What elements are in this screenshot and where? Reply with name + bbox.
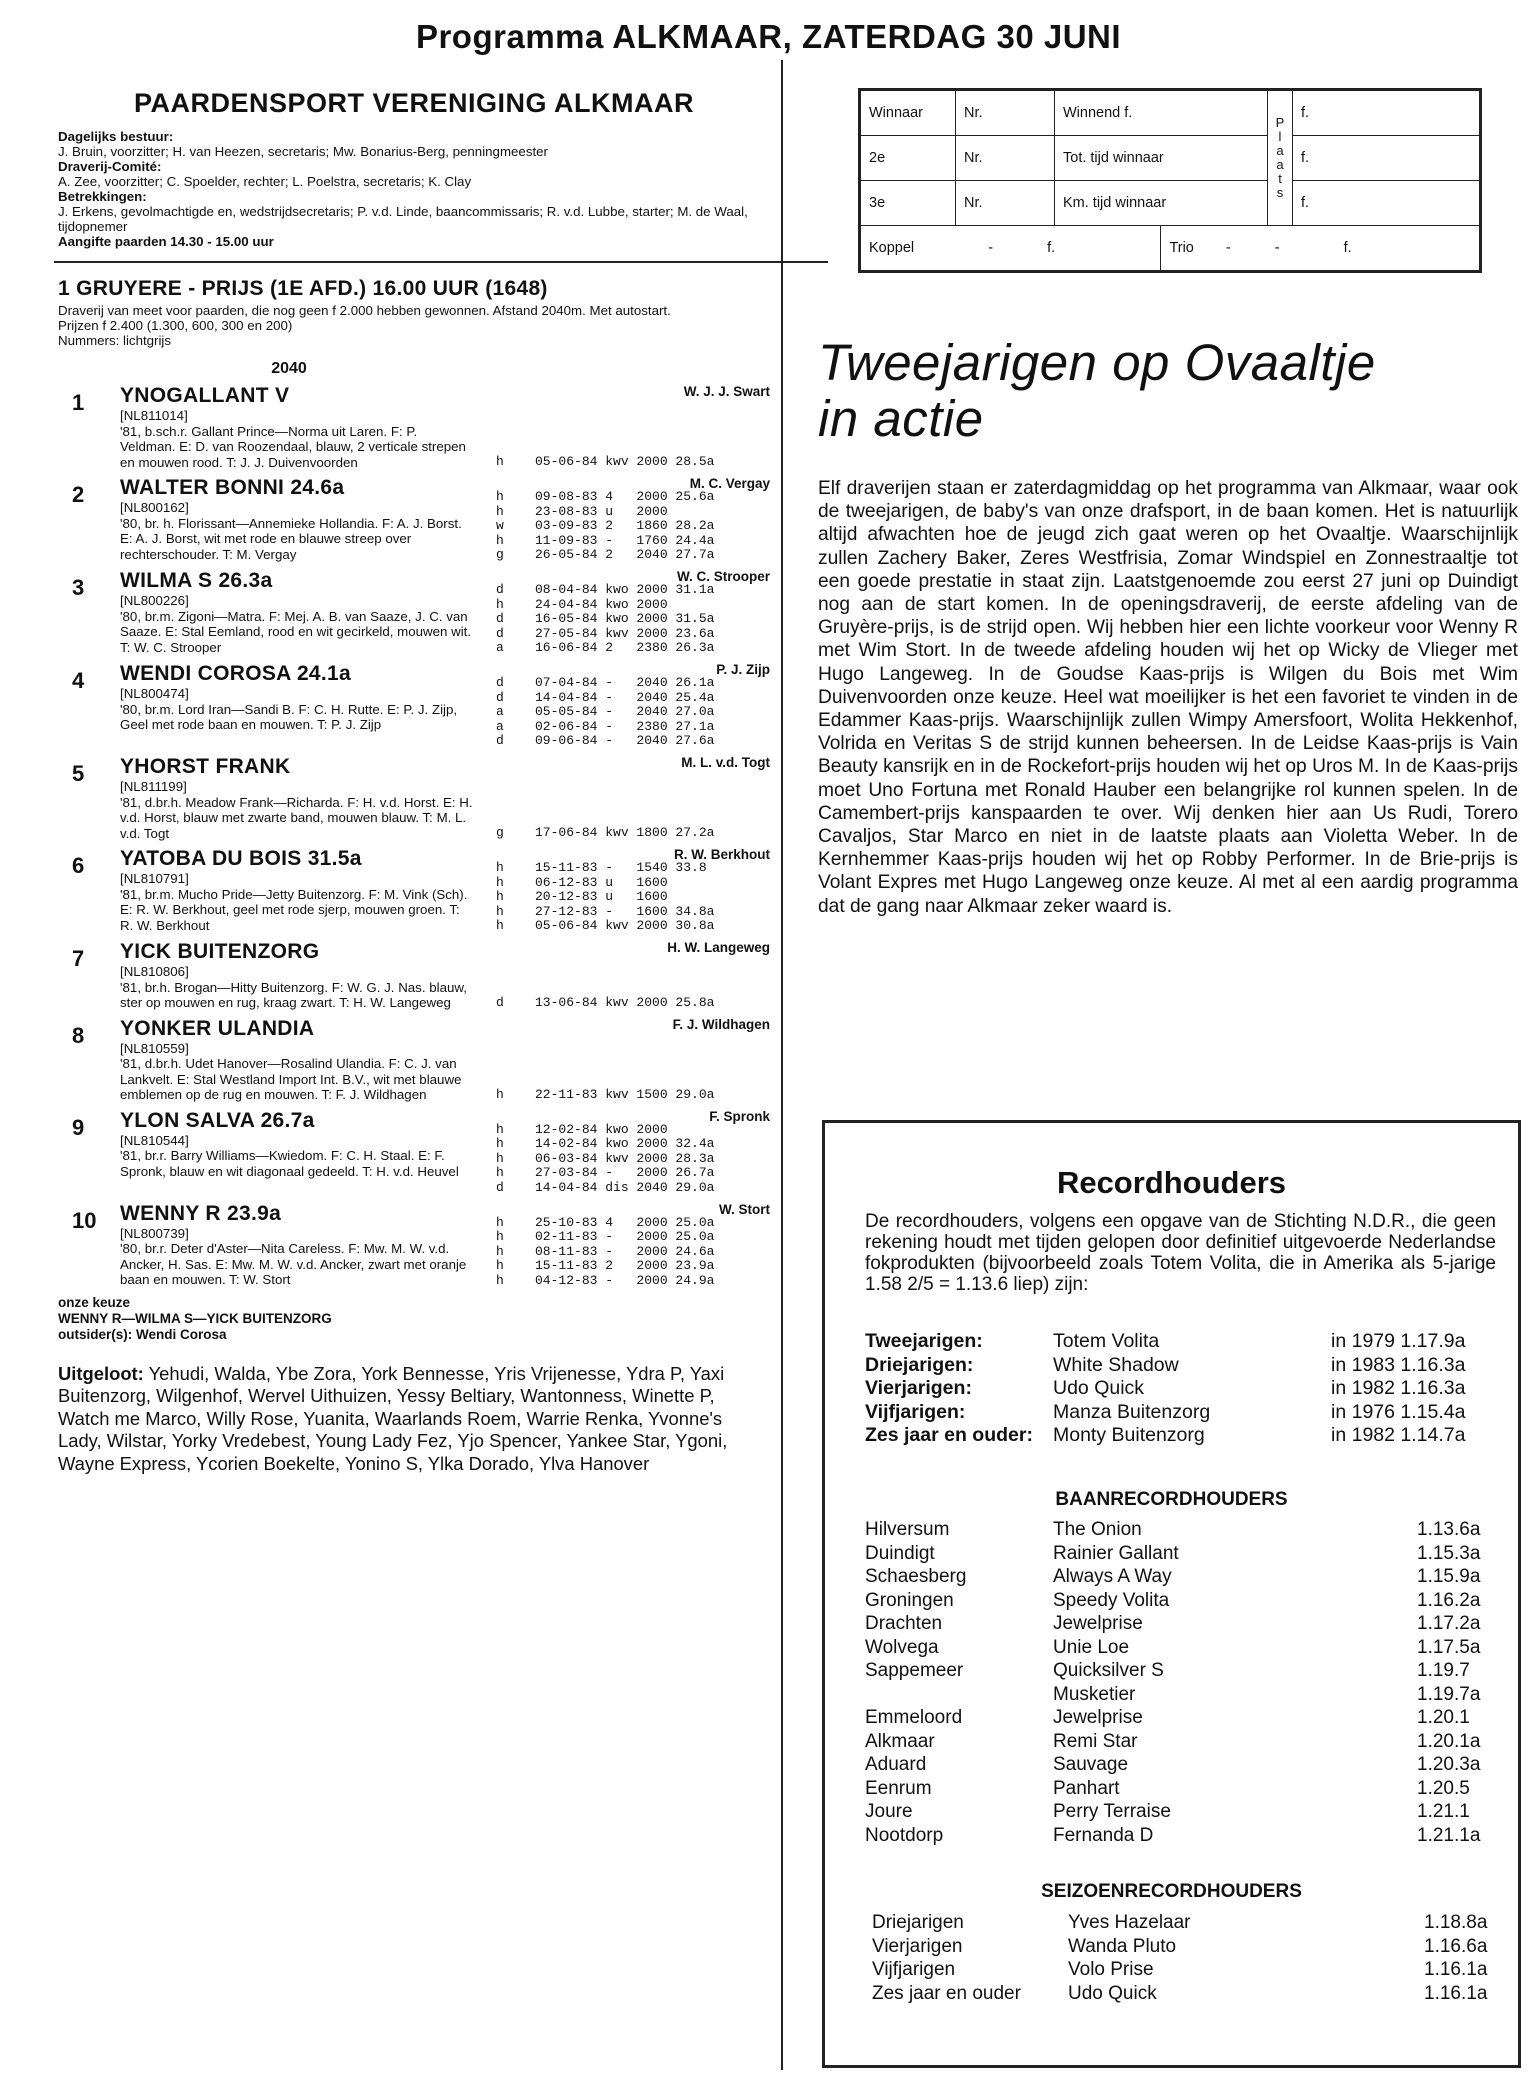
record-place: Duindigt: [865, 1542, 935, 1564]
section-divider: [54, 261, 828, 263]
record-horse: Yves Hazelaar: [1068, 1912, 1191, 1933]
record-cat: Vijfjarigen:: [865, 1400, 966, 1423]
betrekkingen-label: Betrekkingen:: [58, 189, 147, 204]
record-rec: 1.20.5: [1417, 1777, 1470, 1799]
horse-description: '80, br.r. Deter d'Aster—Nita Careless. F: Mw. M. W. v.d. Ancker, H. Sas. E: Mw. M. W. v.d. Ancker, zwart met oranje baan en mouwen. T: W. Stort: [120, 1241, 467, 1287]
third-nr-field: Nr.: [956, 181, 1055, 226]
second-label: 2e: [861, 136, 956, 181]
horse-results: [496, 490, 726, 563]
horse-number: 8: [72, 1022, 85, 1048]
bestuur-text: J. Bruin, voorzitter; H. van Heezen, secretaris; Mw. Bonarius-Berg, penningmeester: [58, 144, 548, 159]
result-form: [858, 88, 1482, 273]
result-row: g 26-05-84 2 2040 27.7a: [496, 547, 715, 562]
record-cat: Vierjarigen:: [865, 1377, 972, 1399]
result-row: d 07-04-84 - 2040 26.1a: [496, 675, 715, 690]
record-rec: 1.17.5a: [1417, 1636, 1481, 1658]
record-rec: 1.19.7: [1417, 1660, 1470, 1681]
horse-code: [NL800474]: [120, 686, 189, 701]
record-place: Groningen: [865, 1589, 954, 1611]
horse-driver: P. J. Zijp: [716, 662, 770, 677]
result-row: h 06-03-84 kwv 2000 28.3a: [496, 1150, 715, 1166]
record-horse: The Onion: [1053, 1519, 1142, 1540]
horse-results: [496, 1123, 726, 1196]
result-row: d 13-06-84 kwv 2000 25.8a: [496, 995, 715, 1010]
record-rec: in 1983 1.16.3a: [1331, 1353, 1466, 1376]
record-rec: 1.13.6a: [1417, 1519, 1481, 1540]
horse-entry: [58, 755, 770, 841]
horse-results: [496, 1088, 726, 1103]
horse-description: '81, d.br.h. Meadow Frank—Richarda. F: H. v.d. Horst. E: H. v.d. Horst, blauw met zwarte band, mouwen blauw. T: M. L. v.d. Togt: [120, 794, 473, 841]
record-horse: Remi Star: [1053, 1730, 1138, 1752]
record-horse: Udo Quick: [1068, 1982, 1157, 2004]
plaats-1-field: f.: [1293, 91, 1480, 136]
horse-number: 1: [72, 390, 85, 415]
result-row: h 27-03-84 - 2000 26.7a: [496, 1165, 715, 1180]
result-row: h 27-12-83 - 1600 34.8a: [496, 903, 715, 919]
record-horse: Fernanda D: [1053, 1824, 1154, 1846]
horse-name: YLON SALVA 26.7a: [120, 1108, 315, 1132]
race-distance: 2040: [271, 360, 307, 377]
horse-entry: [58, 662, 770, 749]
result-row: h 02-11-83 - 2000 25.0a: [496, 1229, 715, 1244]
horse-description: '81, br.r. Barry Williams—Kwiedom. F: C. H. Staal. E: F. Spronk, blauw en wit diagonaal gedeeld. T: H. v.d. Heuvel: [120, 1148, 459, 1179]
horse-description: '80, br. h. Florissant—Annemieke Hollandia. F: A. J. Borst. E: A. J. Borst, wit met rode en blauwe streep over rechterschouder. T: M. Vergay: [120, 515, 462, 562]
horse-driver: W. J. J. Swart: [683, 384, 770, 399]
record-place: Aduard: [865, 1754, 927, 1775]
horse-name: YICK BUITENZORG: [120, 940, 320, 963]
horse-description: '81, br.h. Brogan—Hitty Buitenzorg. F: W. G. J. Nas. blauw, ster op mouwen en rug, kraag zwart. T: H. W. Langeweg: [120, 979, 467, 1010]
horse-description: '80, br.m. Zigoni—Matra. F: Mej. A. B. van Saaze, J. C. van Saaze. E: Stal Eemland, rood en wit gecirkeld, mouwen wit. T: W. C. Strooper: [120, 608, 472, 655]
record-horse: White Shadow: [1053, 1353, 1179, 1376]
record-horse: Quicksilver S: [1053, 1660, 1164, 1681]
record-rec: 1.16.1a: [1424, 1959, 1488, 1980]
result-row: a 02-06-84 - 2380 27.1a: [496, 718, 715, 734]
horse-driver: W. C. Strooper: [676, 569, 770, 584]
record-horse: Rainier Gallant: [1053, 1542, 1179, 1564]
record-rec: in 1982 1.14.7a: [1331, 1424, 1466, 1446]
record-horse: Manza Buitenzorg: [1053, 1400, 1211, 1423]
horse-code: [NL800162]: [120, 500, 189, 515]
record-rec: 1.20.1: [1417, 1707, 1470, 1728]
second-nr-field: Nr.: [956, 136, 1055, 181]
result-row: h 05-06-84 kwv 2000 30.8a: [496, 918, 715, 933]
record-rec: 1.16.1a: [1424, 1982, 1488, 2004]
aangifte-text: Aangifte paarden 14.30 - 15.00 uur: [58, 234, 274, 249]
record-horse: Speedy Volita: [1053, 1589, 1170, 1611]
result-row: h 08-11-83 - 2000 24.6a: [496, 1243, 715, 1259]
record-rec: in 1976 1.15.4a: [1331, 1400, 1466, 1423]
trio-field: Trio - - f.: [1161, 226, 1480, 271]
record-horse: Perry Terraise: [1053, 1801, 1171, 1822]
bestuur-label: Dagelijks bestuur:: [58, 129, 174, 144]
record-place: Wolvega: [865, 1636, 939, 1658]
our-choice-text: WENNY R—WILMA S—YICK BUITENZORG: [58, 1310, 332, 1326]
record-cat: Driejarigen: [872, 1912, 964, 1933]
result-row: d 14-04-84 dis 2040 29.0a: [496, 1179, 715, 1195]
organisation-title: PAARDENSPORT VERENIGING ALKMAAR: [133, 88, 695, 118]
article-title: [818, 335, 1518, 447]
outsider-text: outsider(s): Wendi Corosa: [58, 1326, 227, 1342]
result-row: w 03-09-83 2 1860 28.2a: [496, 518, 715, 533]
records-title: Recordhouders: [1056, 1165, 1287, 1200]
season-records-title: SEIZOENRECORDHOUDERS: [1041, 1881, 1302, 1902]
result-row: h 25-10-83 4 2000 25.0a: [496, 1214, 715, 1230]
record-place: Hilversum: [865, 1519, 950, 1540]
horse-name: YNOGALLANT V: [120, 384, 290, 407]
horse-driver: M. L. v.d. Togt: [681, 755, 770, 770]
horse-results: [496, 583, 726, 656]
horse-results: [496, 861, 726, 934]
record-place: Eenrum: [865, 1777, 932, 1799]
result-row: h 24-04-84 kwo 2000: [496, 596, 668, 612]
result-row: h 23-08-83 u 2000: [496, 503, 668, 519]
horse-entry: [58, 569, 770, 656]
horse-number: 2: [72, 482, 85, 507]
horse-description: '81, br.m. Mucho Pride—Jetty Buitenzorg. F: M. Vink (Sch). E: R. W. Berkhout, geel met rode sjerp, mouwen groen. T: R. W. Berkhout: [120, 886, 468, 933]
result-row: d 16-05-84 kwo 2000 31.5a: [496, 611, 715, 626]
koppel-field: Koppel - f.: [861, 226, 1161, 271]
record-rec: 1.15.3a: [1417, 1542, 1481, 1564]
plaats-2-field: f.: [1293, 136, 1480, 181]
horse-entry: [58, 940, 770, 1011]
record-rec: 1.18.8a: [1424, 1912, 1488, 1933]
record-cat: Tweejarigen:: [865, 1330, 983, 1352]
record-horse: Musketier: [1053, 1683, 1136, 1705]
horse-number: 3: [72, 575, 85, 600]
record-rec: 1.20.1a: [1417, 1730, 1481, 1752]
plaats-3-field: f.: [1293, 181, 1480, 226]
horse-results: [496, 455, 726, 470]
result-row: h 04-12-83 - 2000 24.9a: [496, 1272, 715, 1288]
left-column: [58, 82, 770, 1475]
horse-code: [NL811014]: [120, 408, 188, 423]
horse-entry: [58, 1202, 770, 1289]
record-rec: 1.20.3a: [1417, 1754, 1481, 1775]
comite-text: A. Zee, voorzitter; C. Spoelder, rechter; L. Poelstra, secretaris; K. Clay: [58, 174, 472, 189]
record-horse: Wanda Pluto: [1068, 1935, 1177, 1957]
record-cat: Vijfjarigen: [872, 1959, 956, 1980]
horse-code: [NL810791]: [120, 871, 189, 886]
record-rec: in 1979 1.17.9a: [1331, 1330, 1466, 1352]
race-title: 1 GRUYERE - PRIJS (1E AFD.) 16.00 UUR (1648): [58, 277, 548, 300]
horse-description: '80, br.m. Lord Iran—Sandi B. F: C. H. Rutte. E: P. J. Zijp, Geel met rode baan en mouwen. T: P. J. Zijp: [120, 701, 458, 732]
total-time-field: Tot. tijd winnaar: [1055, 136, 1268, 181]
result-row: g 17-06-84 kwv 1800 27.2a: [496, 825, 715, 840]
record-rec: 1.21.1: [1417, 1801, 1470, 1822]
race-conditions: Draverij van meet voor paarden, die nog geen f 2.000 hebben gewonnen. Afstand 2040m. Met autostart.: [58, 303, 671, 318]
drawn-out-text: Yehudi, Walda, Ybe Zora, York Bennesse, Yris Vrijenesse, Ydra P, Yaxi Buitenzorg, Wilgenhof, Wervel Uithuizen, Yessy Beltiary, Wantonness, Winette P, Watch me Marco, Willy Rose, Yuanita, Waarlands Roem, Warrie Renka, Yvonne's Lady, Wilstar, Yorky Vredebest, Young Lady Fez, Yjo Spencer, Yankee Star, Ygoni, Wayne Express, Ycorien Boekelte, Yonino S, Ylka Dorado, Ylva Hanover: [58, 1362, 728, 1474]
winner-nr-field: Nr.: [956, 91, 1055, 136]
horse-code: [NL800226]: [120, 593, 189, 608]
page-title: Programma ALKMAAR, ZATERDAG 30 JUNI: [415, 18, 1122, 55]
horse-driver: R. W. Berkhout: [673, 847, 770, 862]
horse-name: YATOBA DU BOIS 31.5a: [120, 847, 362, 870]
result-row: h 12-02-84 kwo 2000: [496, 1121, 668, 1137]
record-cat: Zes jaar en ouder:: [865, 1424, 1033, 1446]
plaats-label: P l a a t s: [1268, 91, 1293, 226]
record-cat: Vierjarigen: [872, 1935, 963, 1957]
drawn-out-list: [58, 1363, 770, 1476]
baan-records-title: BAANRECORDHOUDERS: [1055, 1489, 1288, 1510]
record-place: Joure: [865, 1801, 913, 1822]
result-row: h 15-11-83 - 1540 33.8: [496, 860, 707, 875]
horse-name: WALTER BONNI 24.6a: [120, 476, 345, 499]
result-row: d 08-04-84 kwo 2000 31.1a: [496, 582, 715, 597]
horse-name: WENNY R 23.9a: [120, 1201, 282, 1225]
record-cat: Driejarigen:: [865, 1353, 974, 1376]
record-rec: 1.21.1a: [1417, 1824, 1481, 1846]
our-choice: [58, 1295, 770, 1343]
article-title-line-1: Tweejarigen op Ovaaltje: [818, 334, 1376, 391]
horse-code: [NL800739]: [120, 1225, 189, 1241]
record-place: Sappemeer: [865, 1660, 964, 1681]
km-time-field: Km. tijd winnaar: [1055, 181, 1268, 226]
record-horse: Unie Loe: [1053, 1636, 1130, 1658]
horse-number: 7: [72, 946, 85, 971]
horse-number: 4: [72, 668, 85, 693]
horse-entry: [58, 847, 770, 934]
result-row: h 15-11-83 2 2000 23.9a: [496, 1258, 715, 1273]
horse-entry: [58, 1017, 770, 1103]
horse-driver: W. Stort: [719, 1201, 770, 1217]
record-horse: Panhart: [1053, 1777, 1120, 1799]
result-row: d 09-06-84 - 2040 27.6a: [496, 733, 715, 748]
horse-code: [NL810544]: [120, 1132, 189, 1148]
horse-name: YHORST FRANK: [120, 755, 291, 778]
horse-entry: [58, 476, 770, 563]
record-place: Drachten: [865, 1613, 943, 1634]
record-rec: 1.16.2a: [1417, 1589, 1481, 1611]
horse-code: [NL811199]: [120, 779, 187, 794]
winning-amount-field: Winnend f.: [1055, 91, 1268, 136]
horse-entry: [58, 1109, 770, 1196]
result-row: d 14-04-84 - 2040 25.4a: [496, 689, 715, 705]
horse-description: '81, b.sch.r. Gallant Prince—Norma uit Laren. F: P. Veldman. E: D. van Roozendaal, blauw, 2 verticale strepen en mouwen rood. T: J. J. Duivenvoorden: [120, 423, 466, 470]
record-rec: 1.15.9a: [1417, 1566, 1481, 1587]
record-rec: 1.16.6a: [1424, 1935, 1488, 1957]
record-horse: Always A Way: [1053, 1566, 1172, 1587]
horse-driver: H. W. Langeweg: [667, 940, 770, 955]
organisation-block: [58, 88, 770, 249]
record-horse: Sauvage: [1053, 1754, 1129, 1775]
result-row: h 09-08-83 4 2000 25.6a: [496, 489, 715, 504]
result-row: a 16-06-84 2 2380 26.3a: [496, 640, 715, 655]
drawn-out-label: Uitgeloot:: [58, 1362, 144, 1384]
record-horse: Volo Prise: [1068, 1959, 1154, 1980]
result-row: h 11-09-83 - 1760 24.4a: [496, 532, 715, 548]
horse-code: [NL810559]: [120, 1040, 189, 1056]
record-place: Schaesberg: [865, 1566, 967, 1587]
horse-name: WENDI COROSA 24.1a: [120, 662, 352, 685]
article-title-line-2: in actie: [818, 390, 984, 447]
records-box: [822, 1120, 1521, 2068]
horse-number: 5: [72, 761, 85, 786]
record-cat: Zes jaar en ouder: [872, 1982, 1021, 2004]
horse-description: '81, d.br.h. Udet Hanover—Rosalind Ulandia. F: C. J. van Lankvelt. E: Stal Westland Import Int. B.V., wit met blauwe emblemen op de rug en mouwen. T: F. J. Wildhagen: [120, 1056, 462, 1102]
record-place: Nootdorp: [865, 1824, 944, 1846]
article-body: Elf draverijen staan er zaterdagmiddag op het programma van Alkmaar, waar ook de tweejarigen, de baby's van onze drafsport, in de baan komen. Het is natuurlijk altijd afwachten hoe de jeugd zich gaat weren op het Ovaaltje. Waarschijnlijk zullen Zachery Baker, Zeres Westfrisia, Zomar Windspiel en Zonnestraaltje tot een goede prestatie in staat zijn. Laatstgenoemde zou eerst 27 juni op Duindigt nog aan de start komen. In de openingsdraverij, de eerste afdeling van de Gruyère-prijs, is de strijd open. Wij hebben hier een lichte voorkeur voor Wenny R met Wim Stort. In de tweede afdeling houden wij het op Wicky de Vlieger met Hugo Langeweg. In de Goudse Kaas-prijs is Wilgen du Bois met Wim Duivenvoorden onze keuze. Heel wat moeilijker is het een favoriet te vinden in de Edammer Kaas-prijs. Waarschijnlijk zullen Wimpy Amersfoort, Wolita Hekkenhof, Volrida en Veritas S de strijd kunnen beheersen. In de Leidse Kaas-prijs is Vain Beauty kansrijk en in de Rockefort-prijs houden wij het op Uros M. In de Kaas-prijs moet Uno Fortuna met Ronald Hauber een belangrijke rol kunnen spelen. In de Camembert-prijs kanspaarden te over. Wij denken hier aan Us Rudi, Torero Cavaljos, Star Marco en niet in de laatste plaats aan Violetta Weber. In de Kernhemmer Kaas-prijs houden wij het op Robby Performer. In de Brie-prijs is Volant Expres met Hugo Langeweg onze keuze. Al met al een aardig programma dat de gang naar Alkmaar zeker waard is.: [818, 478, 1518, 917]
record-horse: Jewelprise: [1053, 1707, 1143, 1728]
record-place: Emmeloord: [865, 1707, 963, 1728]
betrekkingen-text: J. Erkens, gevolmachtigde en, wedstrijdsecretaris; P. v.d. Linde, baancommissaris; R. v.d. Lubbe, starter; M. de Waal, tijdopnemer: [58, 204, 748, 234]
record-rec: 1.17.2a: [1417, 1613, 1481, 1634]
record-place: Alkmaar: [865, 1730, 935, 1752]
horse-name: WILMA S 26.3a: [120, 569, 273, 592]
record-horse: Totem Volita: [1053, 1330, 1160, 1352]
horse-results: [496, 826, 726, 841]
race-numbers: Nummers: lichtgrijs: [58, 333, 172, 348]
result-row: h 22-11-83 kwv 1500 29.0a: [496, 1086, 715, 1102]
third-label: 3e: [861, 181, 956, 226]
horse-list: [58, 384, 770, 1289]
record-horse: Udo Quick: [1053, 1377, 1145, 1399]
record-rec: in 1982 1.16.3a: [1331, 1377, 1466, 1399]
horse-results: [496, 996, 726, 1011]
horse-number: 6: [72, 853, 85, 878]
horse-name: YONKER ULANDIA: [120, 1016, 315, 1040]
horse-number: 10: [72, 1207, 97, 1233]
horse-code: [NL810806]: [120, 964, 189, 979]
result-row: a 05-05-84 - 2040 27.0a: [496, 704, 715, 719]
result-row: h 06-12-83 u 1600: [496, 874, 668, 890]
horse-driver: F. J. Wildhagen: [672, 1016, 770, 1032]
records-intro: De recordhouders, volgens een opgave van de Stichting N.D.R., die geen rekening houdt met tijden gelopen door definitief uitgevoerde Nederlandse fokprodukten (bijvoorbeeld zoals Totem Volita, die in Amerika als 5-jarige 1.58 2/5 = 1.13.6 liep) zijn:: [865, 1211, 1496, 1295]
winner-label: Winnaar: [861, 91, 956, 136]
horse-results: [496, 676, 726, 749]
column-divider: [781, 60, 783, 2070]
result-row: h 05-06-84 kwv 2000 28.5a: [496, 454, 715, 469]
horse-driver: M. C. Vergay: [689, 476, 770, 491]
result-row: h 20-12-83 u 1600: [496, 889, 668, 904]
record-horse: Monty Buitenzorg: [1053, 1424, 1205, 1446]
record-horse: Jewelprise: [1053, 1613, 1143, 1634]
horse-number: 9: [72, 1114, 85, 1140]
horse-entry: [58, 384, 770, 470]
our-choice-label: onze keuze: [58, 1294, 131, 1310]
horse-results: [496, 1216, 726, 1289]
result-row: h 14-02-84 kwo 2000 32.4a: [496, 1136, 715, 1151]
record-rec: 1.19.7a: [1417, 1683, 1481, 1705]
comite-label: Draverij-Comité:: [58, 159, 162, 174]
horse-driver: F. Spronk: [709, 1108, 770, 1124]
result-row: d 27-05-84 kwv 2000 23.6a: [496, 625, 715, 641]
race-prizes: Prijzen f 2.400 (1.300, 600, 300 en 200): [58, 318, 293, 333]
